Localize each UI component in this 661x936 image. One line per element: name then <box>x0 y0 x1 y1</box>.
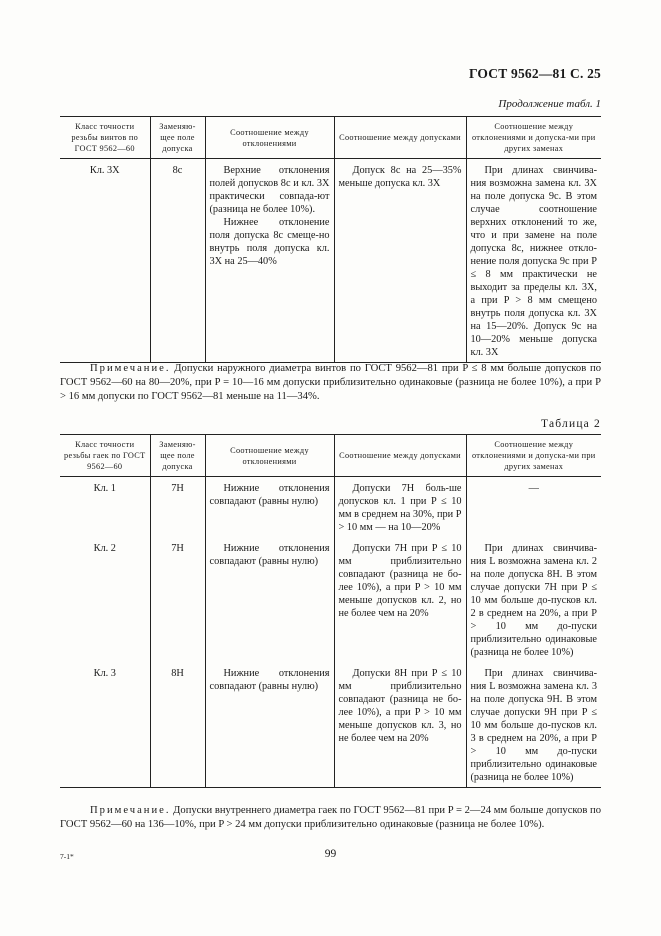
col-header-field: Заменяю-щее поле допуска <box>150 117 205 159</box>
col-header-deviations: Соотношение между отклонениями <box>205 435 334 477</box>
note-label: Примечание. <box>90 363 171 374</box>
table-row <box>60 662 601 788</box>
col-header-deviations: Соотношение между отклонениями <box>205 117 334 159</box>
table-1 <box>60 116 601 363</box>
table-continuation-label: Продолжение табл. 1 <box>498 98 601 110</box>
table-row <box>60 537 601 662</box>
cell-class: Кл. 3Х <box>60 159 150 363</box>
cell-class: Кл. 2 <box>93 543 116 554</box>
cell-class: Кл. 3 <box>60 662 150 788</box>
cell-field: 8с <box>150 159 205 363</box>
cell-field: 7Н <box>150 537 205 662</box>
cell-other: При длинах свинчива-ния возможна замена кл. 3Х на поле допуска 9с. В этом случае соотношение верхних отклонений то же, что и при замене на поле допуска 8с, нижнее откло-нение поля допуска 9с при P ≤ 8 мм практически не выходит за пределы кл. 3Х, а при P > 8 мм смещено внутрь поля допуска кл. 3Х на 15—20%. Допуск 9с на 10—20% меньше допуска кл. 3Х <box>466 159 601 363</box>
cell-tolerances: Допуски 7Н при P ≤ 10 мм приблизительно совпадают (разница не бо-лее 10%), а при P > 10 мм меньше допусков кл. 2, но не более чем на 20% <box>334 537 466 662</box>
cell-tolerances: Допуск 8с на 25—35% меньше допуска кл. 3Х <box>334 159 466 363</box>
col-header-field: Заменяю-щее поле допуска <box>150 435 205 477</box>
col-header-tolerances: Соотношение между допусками <box>334 117 466 159</box>
cell-deviations: Нижние отклонения совпадают (равны нулю) <box>205 537 334 662</box>
note-2 <box>60 804 601 832</box>
deviation-lower: Нижнее отклонение поля допуска 8с смеще-но внутрь поля допуска кл. 3Х на 25—40% <box>209 217 330 267</box>
table-row <box>60 477 601 538</box>
note-1 <box>60 362 601 404</box>
table-2-header-row <box>60 435 601 477</box>
note-text: Допуски внутреннего диаметра гаек по ГОСТ 9562—81 при P = 2—24 мм больше допусков по ГОСТ 9562—60 на 136—10%, при P > 24 мм допуски приблизительно одинаковые (разница не более 10%). <box>60 805 601 830</box>
cell-deviations <box>205 159 334 363</box>
deviation-upper: Верхние отклонения полей допусков 8с и кл. 3Х практически совпада-ют (разница не более 10%). <box>209 165 330 215</box>
table-row <box>60 159 601 363</box>
cell-other: — <box>466 477 601 538</box>
cell-deviations: Нижние отклонения совпадают (равны нулю) <box>205 662 334 788</box>
col-header-tolerances: Соотношение между допусками <box>334 435 466 477</box>
cell-other: При длинах свинчива-ния L возможна замена кл. 3 на поле допуска 9Н. В этом случае допуски 9Н при P ≤ 10 мм больше до-пусков кл. 3 в среднем на 20%, а при P > 10 мм до-пуски приблизительно одинаковые (разница не более 10%) <box>466 662 601 788</box>
cell-field: 8Н <box>150 662 205 788</box>
table-2 <box>60 434 601 788</box>
col-header-class: Класс точности резьбы винтов по ГОСТ 9562—60 <box>60 117 150 159</box>
note-text: Допуски наружного диаметра винтов по ГОСТ 9562—81 при P ≤ 8 мм больше допусков по ГОСТ 9562—60 на 80—20%, при P = 10—16 мм допуски приблизительно одинаковые (разница не более 10%), а при P > 16 мм допуски по ГОСТ 9562—81 меньше на 11—34%. <box>60 363 601 402</box>
col-header-other: Соотношение между отклонениями и допуска-ми при других заменах <box>466 117 601 159</box>
col-header-class: Класс точности резьбы гаек по ГОСТ 9562—60 <box>60 435 150 477</box>
footer-signature-mark: 7-1* <box>60 852 74 861</box>
page-header: ГОСТ 9562—81 С. 25 <box>468 66 601 81</box>
cell-tolerances: Допуски 7Н боль-ше допусков кл. 1 при P ≤ 10 мм в среднем на 30%, при P > 10 мм — на 10—20% <box>334 477 466 538</box>
cell-tolerances: Допуски 8Н при P ≤ 10 мм приблизительно совпадают (разница не бо-лее 10%), а при P > 10 мм меньше допусков кл. 3, но не более чем на 20% <box>334 662 466 788</box>
cell-class: Кл. 1 <box>93 483 116 494</box>
table-2-label: Таблица 2 <box>541 418 601 430</box>
cell-field: 7Н <box>150 477 205 538</box>
page-number: 99 <box>324 848 337 860</box>
col-header-other: Соотношение между отклонениями и допуска-ми при других заменах <box>466 435 601 477</box>
table-1-header-row <box>60 117 601 159</box>
note-label: Примечание. <box>90 805 171 816</box>
cell-other: При длинах свинчива-ния L возможна замена кл. 2 на поле допуска 8Н. В этом случае допуски 7Н при P ≤ 10 мм больше до-пусков кл. 2 в среднем на 20%, а при P > 10 мм до-пуски приблизительно одинаковые (разница не более 10%) <box>466 537 601 662</box>
cell-deviations: Нижние отклонения совпадают (равны нулю) <box>205 477 334 538</box>
